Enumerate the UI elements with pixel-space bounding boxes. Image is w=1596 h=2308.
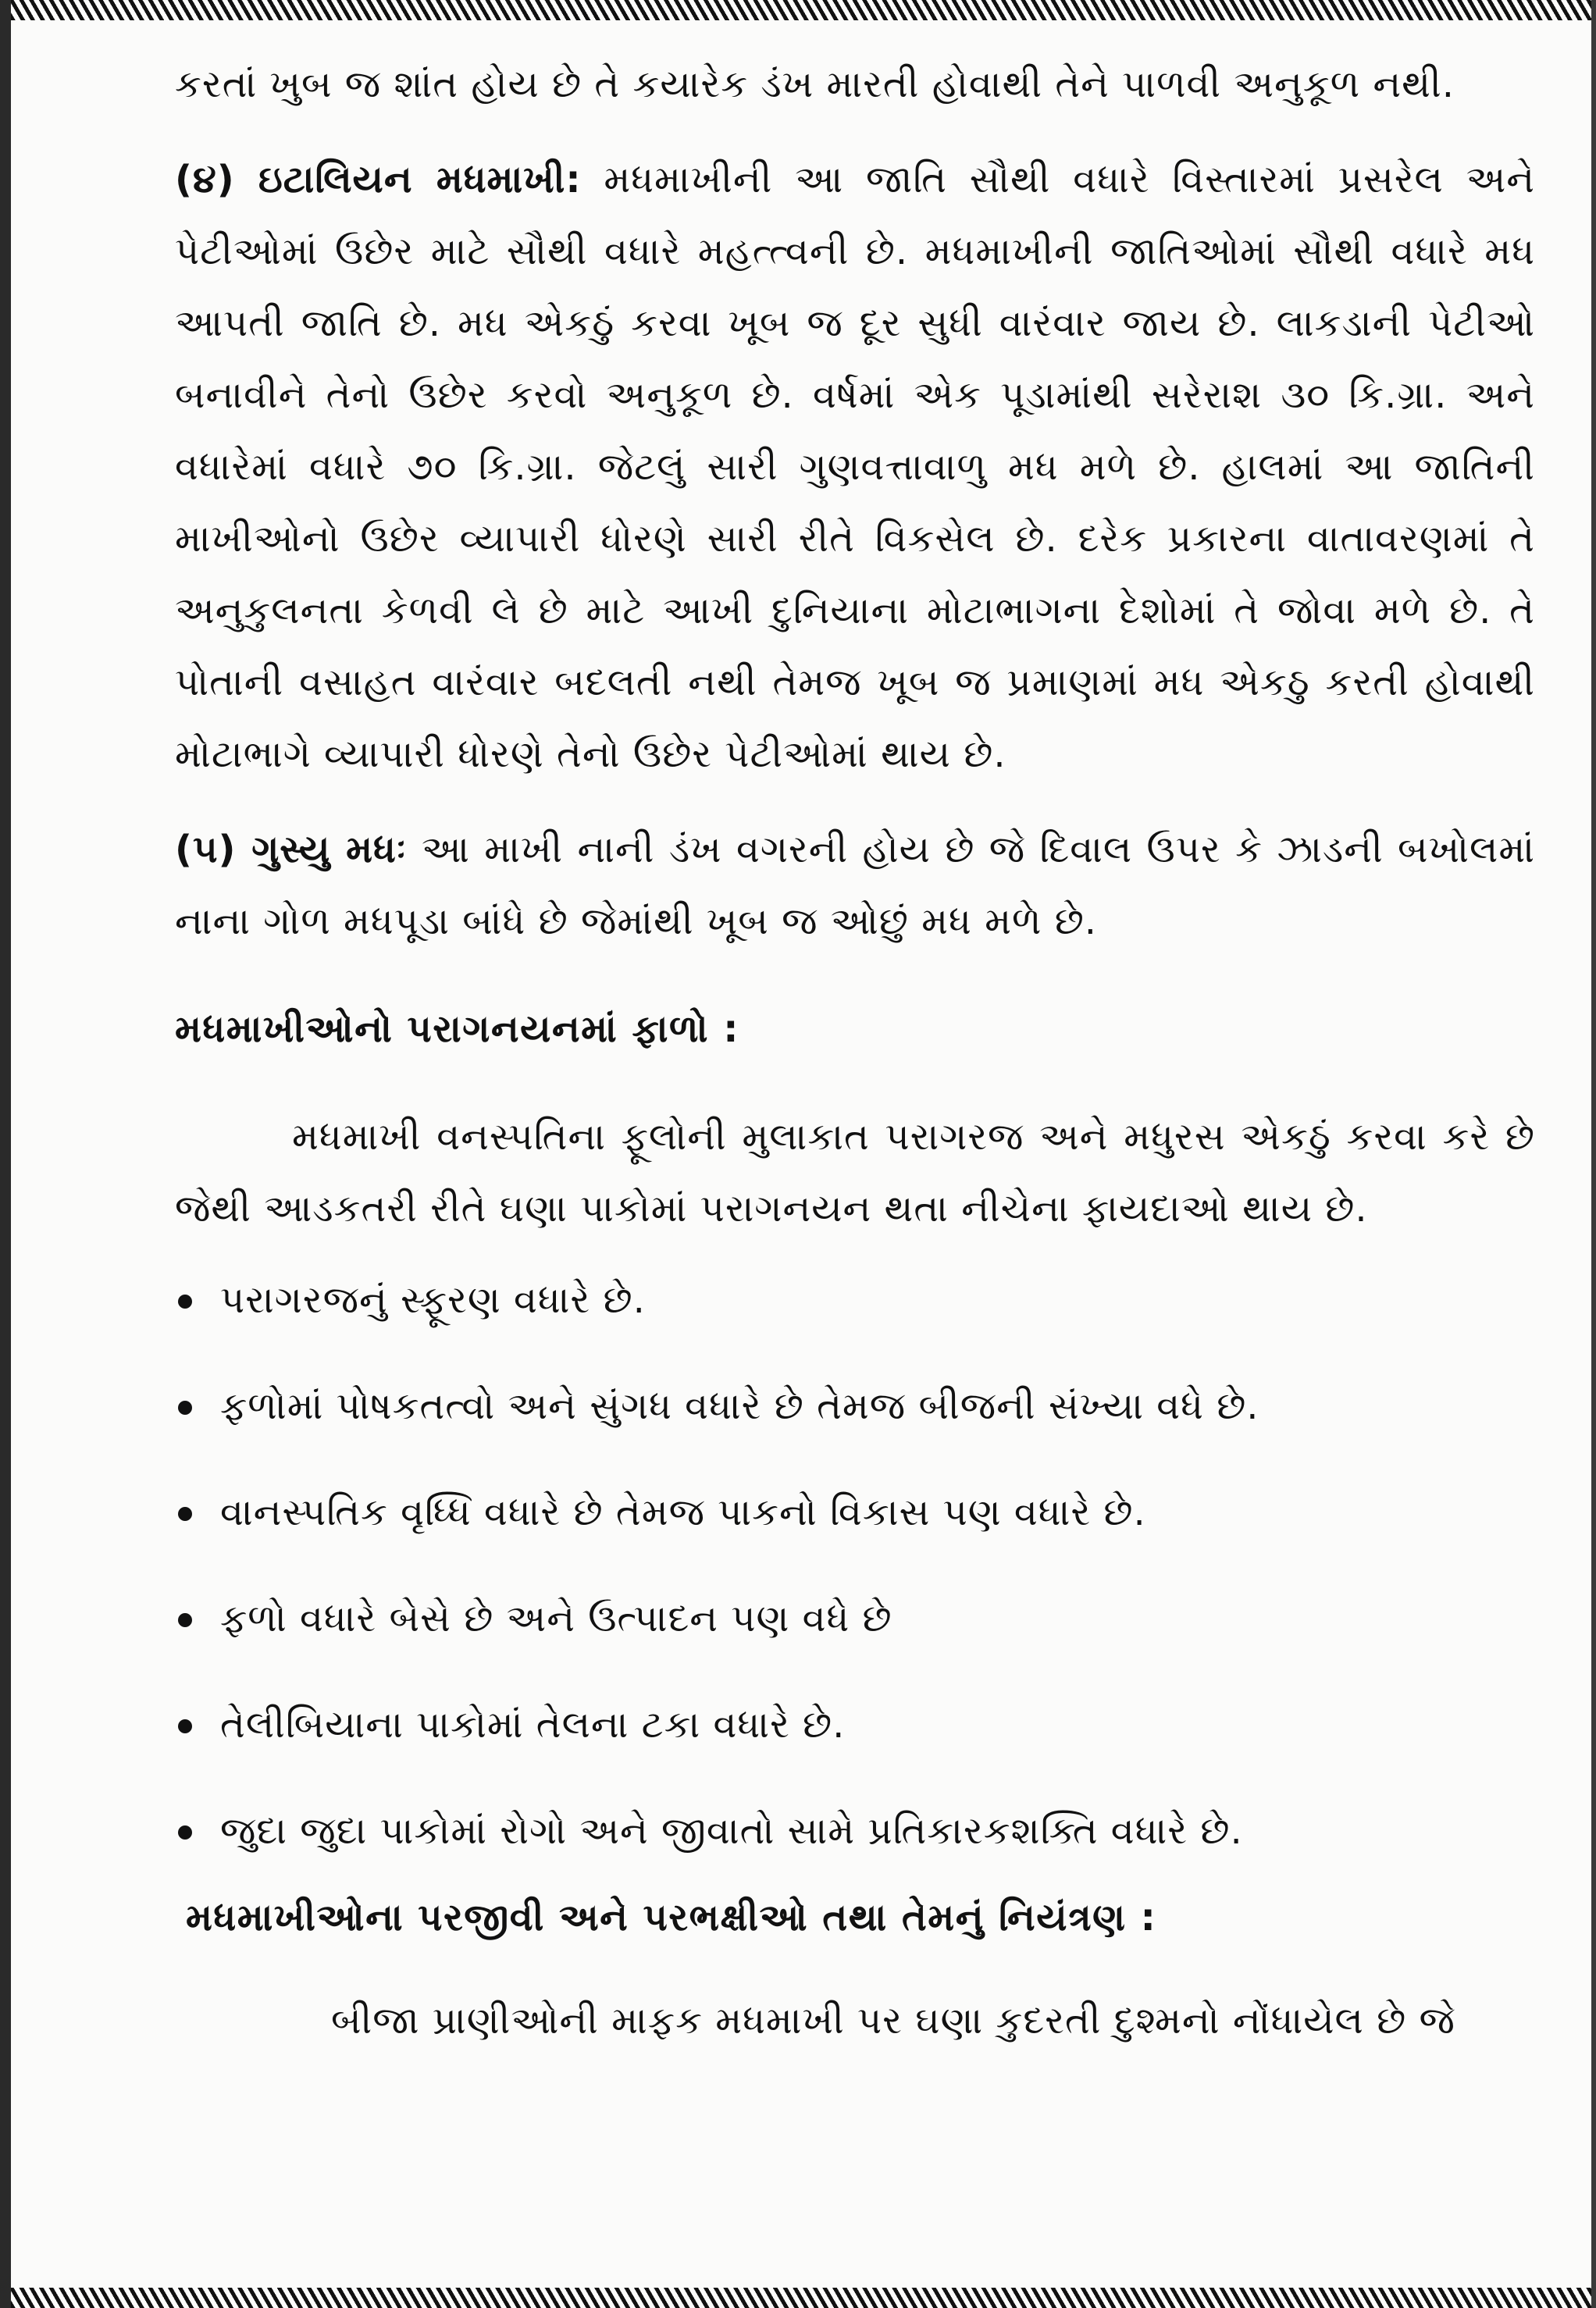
- gusyu-bee-paragraph: [175, 814, 1535, 957]
- gusyu-bee-title: (૫) ગુસ્યુ મધઃ: [175, 828, 408, 871]
- list-item: તેલીબિયાના પાકોમાં તેલના ટકા વધારે છે.: [175, 1699, 1535, 1751]
- parasites-heading: મધમાખીઓના પરજીવી અને પરભક્ષીઓ તથા તેમનું નિયંત્રણ :: [186, 1896, 1157, 1939]
- top-hatched-border: [11, 0, 1591, 20]
- list-item: વાનસ્પતિક વૃધ્ધિ વધારે છે તેમજ પાકનો વિકાસ પણ વધારે છે.: [175, 1487, 1535, 1538]
- list-item: ફળોમાં પોષકતત્વો અને સુંગધ વધારે છે તેમજ બીજની સંખ્યા વધે છે.: [175, 1380, 1535, 1432]
- italian-bee-body: મધમાખીની આ જાતિ સૌથી વધારે વિસ્તારમાં પ્રસરેલ અને પેટીઓમાં ઉછેર માટે સૌથી વધારે મહત્ત્વની છે. મધમાખીની જાતિઓમાં સૌથી વધારે મધ આપતી જાતિ છે. મધ એકઠું કરવા ખૂબ જ દૂર સુધી વારંવાર જાય છે. લાકડાની પેટીઓ બનાવીને તેનો ઉછેર કરવો અનુકૂળ છે. વર્ષમાં એક પૂડામાંથી સરેરાશ ૩૦ કિ.ગ્રા. અને વધારેમાં વધારે ૭૦ કિ.ગ્રા. જેટલું સારી ગુણવત્તાવાળુ મધ મળે છે. હાલમાં આ જાતિની માખીઓનો ઉછેર વ્યાપારી ધોરણે સારી રીતે વિકસેલ છે. દરેક પ્રકારના વાતાવરણમાં તે અનુકુલનતા કેળવી લે છે માટે આખી દુનિયાના મોટાભાગના દેશોમાં તે જોવા મળે છે. તે પોતાની વસાહત વારંવાર બદલતી નથી તેમજ ખૂબ જ પ્રમાણમાં મધ એકઠુ કરતી હોવાથી મોટાભાગે વ્યાપારી ધોરણે તેનો ઉછેર પેટીઓમાં થાય છે.: [175, 158, 1536, 776]
- continued-line: કરતાં ખુબ જ શાંત હોય છે તે કયારેક ડંખ મારતી હોવાથી તેને પાળવી અનુકૂળ નથી.: [175, 62, 1455, 106]
- list-item: જુદા જુદા પાકોમાં રોગો અને જીવાતો સામે પ્રતિકારકશક્તિ વધારે છે.: [175, 1805, 1535, 1857]
- italian-bee-title: (૪) ઇટાલિયન મધમાખી:: [175, 158, 582, 201]
- page-content: [175, 48, 1535, 2057]
- bottom-hatched-border: [11, 2288, 1591, 2308]
- list-item: પરાગરજનું સ્ફૂરણ વધારે છે.: [175, 1274, 1535, 1326]
- gusyu-bee-body: આ માખી નાની ડંખ વગરની હોય છે જે દિવાલ ઉપર કે ઝાડની બખોલમાં નાના ગોળ મધપૂડા બાંધે છે જેમાંથી ખૂબ જ ઓછું મધ મળે છે.: [175, 828, 1535, 943]
- pollination-heading: મધમાખીઓનો પરાગનયનમાં ફાળો :: [175, 1007, 739, 1051]
- pollination-intro: મધમાખી વનસ્પતિના ફૂલોની મુલાકાત પરાગરજ અને મધુરસ એકઠું કરવા કરે છે જેથી આડકતરી રીતે ઘણા પાકોમાં પરાગનયન થતા નીચેના ફાયદાઓ થાય છે.: [175, 1115, 1535, 1231]
- parasites-intro: બીજા પ્રાણીઓની માફક મધમાખી પર ઘણા કુદરતી દુશ્મનો નોંધાયેલ છે જે: [331, 1999, 1455, 2043]
- pollination-benefits-list: [175, 1274, 1535, 1857]
- list-item: ફળો વધારે બેસે છે અને ઉત્પાદન પણ વધે છે: [175, 1593, 1535, 1644]
- italian-bee-paragraph: [175, 144, 1535, 790]
